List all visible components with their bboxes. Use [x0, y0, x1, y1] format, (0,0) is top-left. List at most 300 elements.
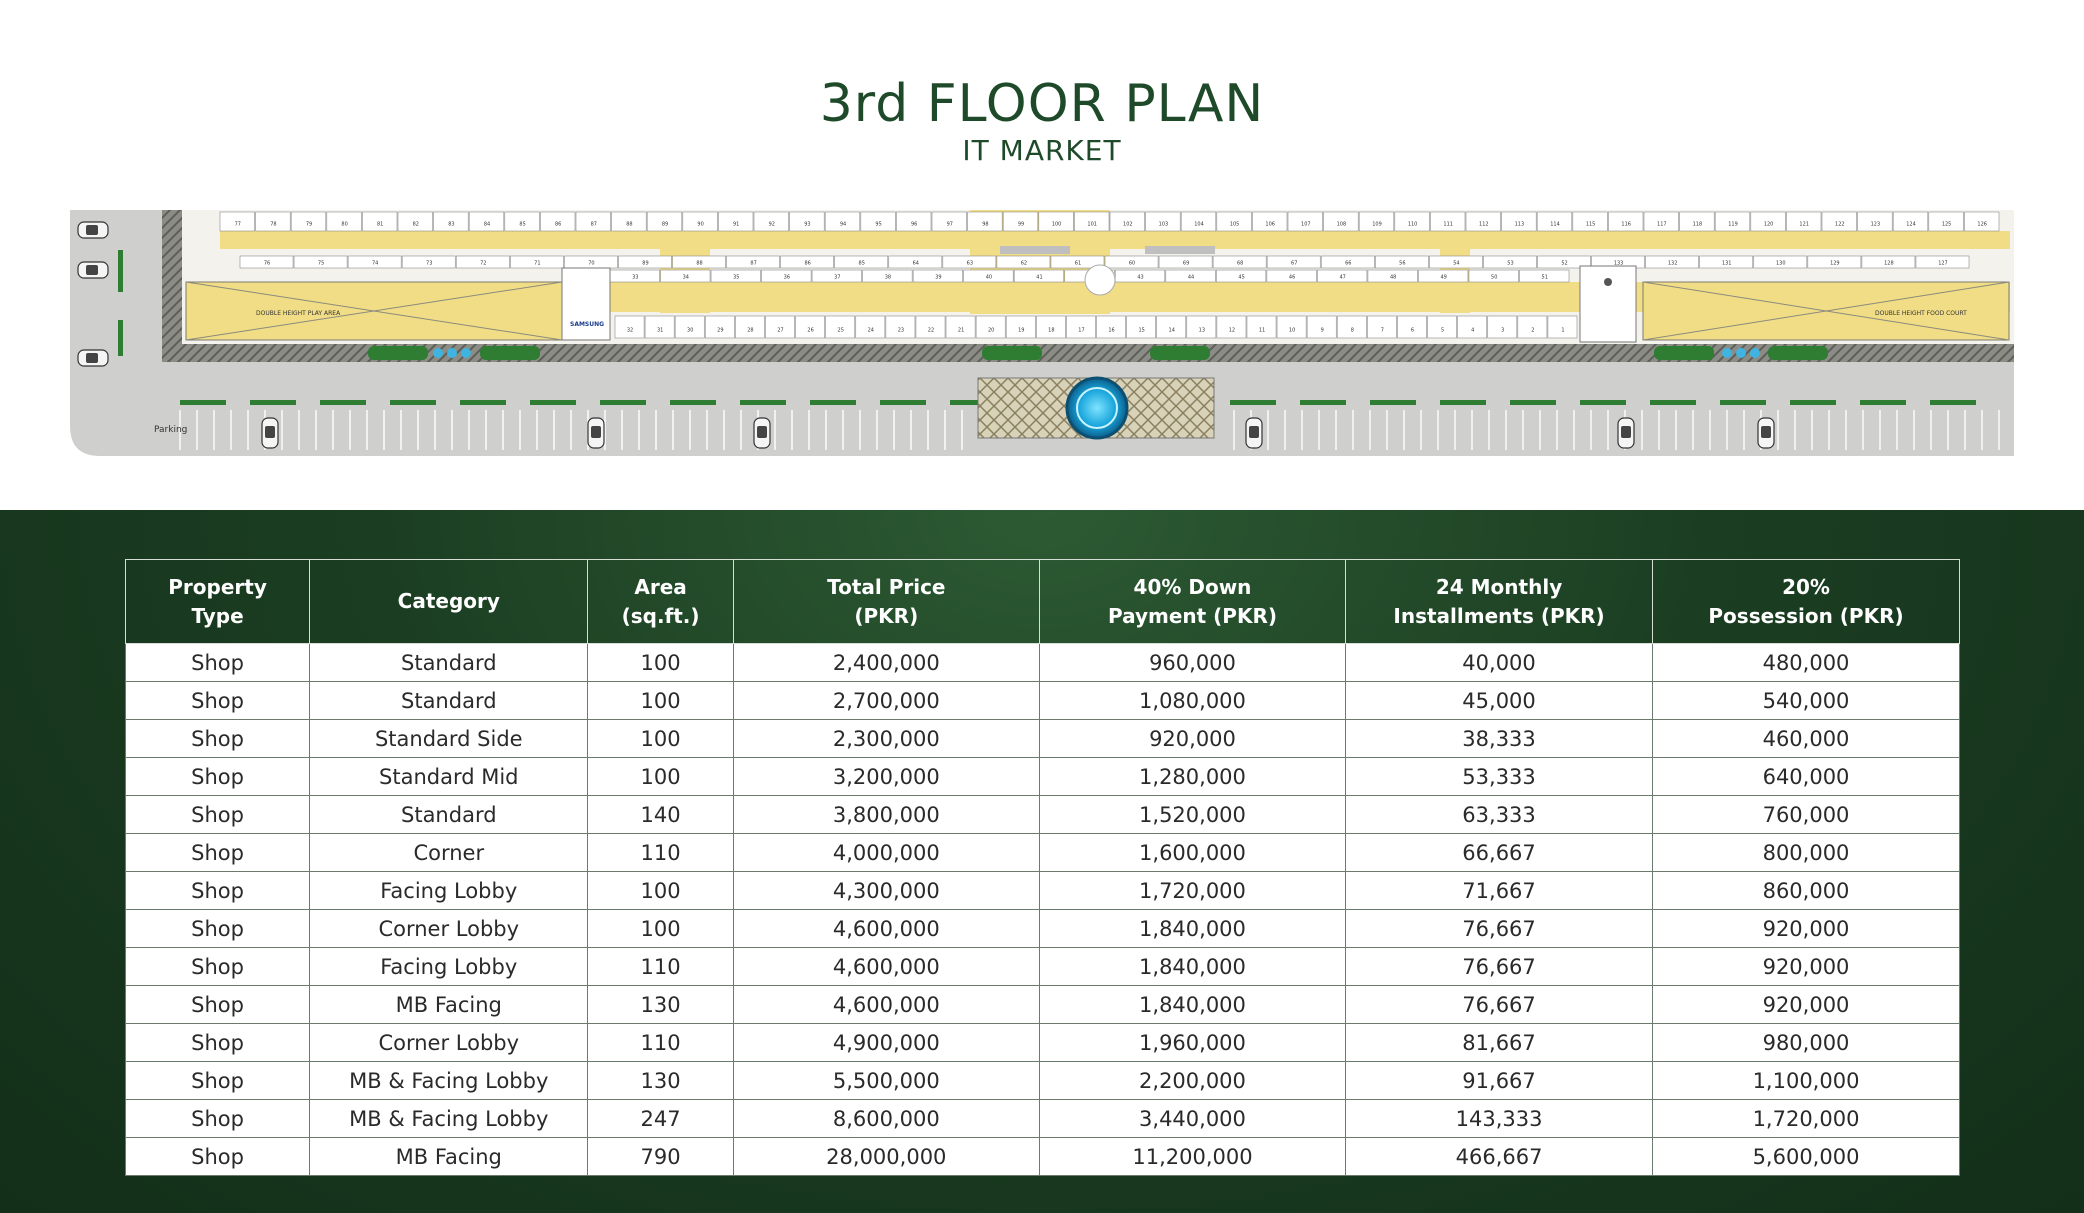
median-hedge	[1860, 400, 1906, 405]
svg-text:108: 108	[1336, 221, 1347, 228]
cell-monthly-installment: 466,667	[1346, 1138, 1653, 1176]
median-hedge	[1790, 400, 1836, 405]
svg-text:34: 34	[682, 274, 689, 281]
svg-text:102: 102	[1123, 221, 1133, 228]
svg-text:75: 75	[317, 260, 325, 267]
cell-monthly-installment: 71,667	[1346, 872, 1653, 910]
shop-unit	[1822, 212, 1857, 231]
shop-unit	[1893, 212, 1928, 231]
cell-category: Facing Lobby	[310, 872, 588, 910]
shop-unit	[1519, 270, 1569, 282]
shop-unit	[1110, 212, 1145, 231]
table-row	[126, 796, 1960, 834]
cell-total-price: 2,700,000	[733, 682, 1039, 720]
shop-unit	[240, 256, 293, 268]
svg-text:33: 33	[632, 274, 639, 281]
svg-text:89: 89	[642, 260, 649, 267]
cell-area: 140	[588, 796, 733, 834]
shop-unit	[1430, 212, 1465, 231]
shop-unit	[1502, 212, 1537, 231]
svg-text:26: 26	[807, 327, 814, 334]
svg-text:92: 92	[768, 221, 775, 228]
shop-unit	[1418, 270, 1468, 282]
shop-unit	[1751, 212, 1786, 231]
shop-unit	[968, 212, 1003, 231]
table-row	[126, 1062, 1960, 1100]
cell-monthly-installment: 76,667	[1346, 986, 1653, 1024]
cell-category: MB Facing	[310, 986, 588, 1024]
svg-text:11: 11	[1258, 327, 1266, 334]
svg-text:87: 87	[590, 221, 597, 228]
median-hedge	[810, 400, 856, 405]
column-header-category: Category	[310, 560, 588, 644]
svg-text:115: 115	[1585, 221, 1596, 228]
shop-unit	[645, 316, 674, 338]
cell-total-price: 4,900,000	[733, 1024, 1039, 1062]
svg-text:90: 90	[697, 221, 704, 228]
svg-text:64: 64	[912, 260, 919, 267]
car-window	[591, 426, 601, 438]
cell-property-type: Shop	[126, 910, 310, 948]
shop-unit	[618, 256, 671, 268]
svg-text:54: 54	[1453, 260, 1460, 267]
svg-text:7: 7	[1380, 327, 1384, 334]
table-row	[126, 1024, 1960, 1062]
shop-unit	[402, 256, 455, 268]
median-hedge	[1440, 400, 1486, 405]
svg-text:38: 38	[884, 274, 892, 281]
cell-property-type: Shop	[126, 834, 310, 872]
shop-unit	[1537, 212, 1572, 231]
svg-text:133: 133	[1613, 260, 1624, 267]
svg-text:36: 36	[783, 274, 791, 281]
central-lobby-circle	[1085, 265, 1115, 295]
cell-property-type: Shop	[126, 1138, 310, 1176]
shop-unit	[220, 212, 255, 231]
svg-text:19: 19	[1018, 327, 1025, 334]
svg-text:29: 29	[717, 327, 724, 334]
cell-total-price: 2,400,000	[733, 644, 1039, 682]
svg-text:45: 45	[1238, 274, 1245, 281]
svg-text:88: 88	[696, 260, 703, 267]
svg-text:85: 85	[519, 221, 526, 228]
shop-unit	[291, 212, 326, 231]
column-header-monthly-installments: 24 Monthly Installments (PKR)	[1346, 560, 1653, 644]
cell-total-price: 8,600,000	[733, 1100, 1039, 1138]
svg-text:121: 121	[1799, 221, 1809, 228]
cell-possession: 920,000	[1653, 948, 1960, 986]
cell-area: 110	[588, 1024, 733, 1062]
cell-property-type: Shop	[126, 720, 310, 758]
cell-property-type: Shop	[126, 948, 310, 986]
shop-unit	[1368, 270, 1418, 282]
shop-unit	[1754, 256, 1807, 268]
svg-text:101: 101	[1087, 221, 1097, 228]
shop-unit	[456, 256, 509, 268]
shop-unit	[1066, 316, 1095, 338]
shop-unit	[1483, 256, 1536, 268]
svg-text:15: 15	[1138, 327, 1145, 334]
svg-text:78: 78	[270, 221, 277, 228]
car-window	[1249, 426, 1259, 438]
shop-unit	[727, 256, 780, 268]
svg-text:129: 129	[1830, 260, 1840, 267]
shop-unit	[1337, 316, 1366, 338]
shop-unit	[1187, 316, 1216, 338]
svg-text:44: 44	[1187, 274, 1195, 281]
cell-possession: 980,000	[1653, 1024, 1960, 1062]
shop-unit	[398, 212, 433, 231]
svg-text:28: 28	[747, 327, 754, 334]
cell-monthly-installment: 66,667	[1346, 834, 1653, 872]
shop-unit	[1039, 212, 1074, 231]
shop-unit	[964, 270, 1014, 282]
svg-text:74: 74	[371, 260, 379, 267]
cell-area: 100	[588, 910, 733, 948]
shop-unit	[1216, 270, 1266, 282]
svg-text:130: 130	[1776, 260, 1786, 267]
cell-total-price: 4,300,000	[733, 872, 1039, 910]
cell-area: 100	[588, 758, 733, 796]
shop-unit	[943, 256, 996, 268]
car-window	[1761, 426, 1771, 438]
samsung-block	[562, 268, 610, 340]
cell-possession: 860,000	[1653, 872, 1960, 910]
cell-area: 110	[588, 834, 733, 872]
svg-text:118: 118	[1692, 221, 1703, 228]
shop-unit	[796, 316, 825, 338]
svg-text:67: 67	[1291, 260, 1298, 267]
svg-text:131: 131	[1721, 260, 1732, 267]
pricing-table	[125, 559, 1960, 1176]
shop-unit	[1277, 316, 1306, 338]
svg-text:35: 35	[733, 274, 740, 281]
median-hedge	[1580, 400, 1626, 405]
svg-text:117: 117	[1657, 221, 1667, 228]
play-area-label: DOUBLE HEIGHT PLAY AREA	[256, 310, 341, 317]
shop-unit	[683, 212, 718, 231]
shop-unit	[1217, 212, 1252, 231]
svg-text:127: 127	[1938, 260, 1948, 267]
table-row	[126, 910, 1960, 948]
svg-text:79: 79	[305, 221, 313, 228]
shop-unit	[1548, 316, 1577, 338]
cell-monthly-installment: 76,667	[1346, 948, 1653, 986]
median-hedge	[320, 400, 366, 405]
table-row	[126, 1100, 1960, 1138]
cell-total-price: 3,800,000	[733, 796, 1039, 834]
svg-text:109: 109	[1372, 221, 1382, 228]
cell-monthly-installment: 143,333	[1346, 1100, 1653, 1138]
svg-text:94: 94	[839, 221, 847, 228]
cell-monthly-installment: 91,667	[1346, 1062, 1653, 1100]
svg-text:97: 97	[946, 221, 953, 228]
svg-text:104: 104	[1194, 221, 1204, 228]
shop-unit	[673, 256, 726, 268]
svg-text:111: 111	[1443, 221, 1453, 228]
svg-text:40: 40	[985, 274, 993, 281]
shop-unit	[675, 316, 704, 338]
svg-text:20: 20	[987, 327, 995, 334]
shop-unit	[1428, 316, 1457, 338]
shop-unit	[469, 212, 504, 231]
shop-unit	[1786, 212, 1821, 231]
shop-unit	[1395, 212, 1430, 231]
shop-unit	[861, 212, 896, 231]
shop-unit	[916, 316, 945, 338]
cell-down-payment: 1,720,000	[1039, 872, 1345, 910]
svg-text:122: 122	[1835, 221, 1845, 228]
shop-unit	[835, 256, 888, 268]
shop-unit	[294, 256, 347, 268]
shop-unit	[790, 212, 825, 231]
cell-area: 110	[588, 948, 733, 986]
svg-text:123: 123	[1870, 221, 1881, 228]
svg-text:52: 52	[1561, 260, 1568, 267]
cell-possession: 540,000	[1653, 682, 1960, 720]
cell-category: MB Facing	[310, 1138, 588, 1176]
shop-unit	[1324, 212, 1359, 231]
cell-monthly-installment: 38,333	[1346, 720, 1653, 758]
page-subtitle: IT MARKET	[962, 134, 1122, 167]
cell-category: MB & Facing Lobby	[310, 1062, 588, 1100]
shop-unit	[1573, 212, 1608, 231]
svg-text:30: 30	[687, 327, 694, 334]
svg-text:82: 82	[412, 221, 419, 228]
cell-down-payment: 1,280,000	[1039, 758, 1345, 796]
cell-monthly-installment: 53,333	[1346, 758, 1653, 796]
table-row	[126, 682, 1960, 720]
median-hedge	[880, 400, 926, 405]
cell-category: Standard	[310, 644, 588, 682]
svg-text:39: 39	[935, 274, 942, 281]
median-hedge	[670, 400, 716, 405]
shop-unit	[754, 212, 789, 231]
shop-unit	[510, 256, 563, 268]
shop-unit	[1916, 256, 1969, 268]
table-row	[126, 720, 1960, 758]
shop-unit	[610, 270, 660, 282]
cell-area: 247	[588, 1100, 733, 1138]
shop-unit	[564, 256, 617, 268]
svg-text:70: 70	[588, 260, 595, 267]
svg-text:114: 114	[1550, 221, 1560, 228]
shop-unit	[1929, 212, 1964, 231]
cell-monthly-installment: 76,667	[1346, 910, 1653, 948]
median-hedge	[460, 400, 506, 405]
cell-area: 100	[588, 682, 733, 720]
shop-unit	[718, 212, 753, 231]
cell-property-type: Shop	[126, 1100, 310, 1138]
cell-property-type: Shop	[126, 986, 310, 1024]
shop-unit	[1488, 316, 1517, 338]
table-row	[126, 872, 1960, 910]
shop-unit	[1252, 212, 1287, 231]
svg-text:4: 4	[1471, 327, 1475, 334]
svg-text:81: 81	[377, 221, 384, 228]
shop-unit	[863, 270, 913, 282]
svg-text:1: 1	[1561, 327, 1565, 334]
svg-text:22: 22	[927, 327, 935, 334]
shop-unit	[348, 256, 401, 268]
svg-text:132: 132	[1667, 260, 1678, 267]
cell-category: Corner Lobby	[310, 1024, 588, 1062]
svg-text:72: 72	[480, 260, 487, 267]
cell-possession: 920,000	[1653, 986, 1960, 1024]
shop-unit	[1466, 212, 1501, 231]
svg-text:37: 37	[834, 274, 841, 281]
svg-text:106: 106	[1265, 221, 1275, 228]
shop-unit	[647, 212, 682, 231]
shop-unit	[1267, 270, 1317, 282]
shop-unit	[1862, 256, 1915, 268]
svg-text:98: 98	[982, 221, 989, 228]
cell-category: Standard	[310, 796, 588, 834]
cell-possession: 920,000	[1653, 910, 1960, 948]
svg-text:110: 110	[1407, 221, 1418, 228]
svg-text:69: 69	[1182, 260, 1190, 267]
svg-text:56: 56	[1399, 260, 1406, 267]
shop-unit	[540, 212, 575, 231]
median-hedge	[390, 400, 436, 405]
shop-unit	[1644, 212, 1679, 231]
svg-text:50: 50	[1491, 274, 1498, 281]
svg-text:62: 62	[1020, 260, 1028, 267]
median-hedge	[1300, 400, 1346, 405]
svg-text:8: 8	[1350, 327, 1354, 334]
cell-down-payment: 1,080,000	[1039, 682, 1345, 720]
cell-monthly-installment: 40,000	[1346, 644, 1653, 682]
parking-label: Parking	[154, 425, 188, 435]
svg-text:80: 80	[341, 221, 348, 228]
cell-area: 100	[588, 872, 733, 910]
shop-unit	[1166, 270, 1216, 282]
svg-text:105: 105	[1229, 221, 1240, 228]
svg-text:128: 128	[1884, 260, 1894, 267]
shop-unit	[997, 256, 1050, 268]
table-row	[126, 834, 1960, 872]
car-window	[86, 265, 98, 275]
shop-unit	[1006, 316, 1035, 338]
cell-possession: 1,720,000	[1653, 1100, 1960, 1138]
cell-down-payment: 11,200,000	[1039, 1138, 1345, 1176]
hedge	[368, 346, 428, 360]
shop-unit	[705, 316, 734, 338]
cell-down-payment: 920,000	[1039, 720, 1345, 758]
shop-unit	[1105, 256, 1158, 268]
floor-plan	[70, 210, 2014, 456]
svg-text:124: 124	[1906, 221, 1916, 228]
shop-unit	[1036, 316, 1065, 338]
shop-unit	[1074, 212, 1109, 231]
shop-unit	[1213, 256, 1266, 268]
cell-category: Corner Lobby	[310, 910, 588, 948]
table-body	[126, 644, 1960, 1176]
shop-unit	[362, 212, 397, 231]
cell-down-payment: 1,600,000	[1039, 834, 1345, 872]
median-hedge	[530, 400, 576, 405]
shop-unit	[1115, 270, 1165, 282]
svg-text:47: 47	[1339, 274, 1346, 281]
shop-unit	[735, 316, 764, 338]
shop-unit	[661, 270, 711, 282]
svg-text:99: 99	[1017, 221, 1025, 228]
shop-unit	[434, 212, 469, 231]
cell-property-type: Shop	[126, 1024, 310, 1062]
shop-unit	[932, 212, 967, 231]
cell-category: Standard	[310, 682, 588, 720]
cell-down-payment: 960,000	[1039, 644, 1345, 682]
svg-text:76: 76	[263, 260, 271, 267]
cell-monthly-installment: 63,333	[1346, 796, 1653, 834]
svg-text:83: 83	[448, 221, 455, 228]
cell-possession: 480,000	[1653, 644, 1960, 682]
column-header-possession: 20% Possession (PKR)	[1653, 560, 1960, 644]
cell-category: Corner	[310, 834, 588, 872]
shop-unit	[1217, 316, 1246, 338]
shop-unit	[576, 212, 611, 231]
median-hedge	[740, 400, 786, 405]
cell-total-price: 3,200,000	[733, 758, 1039, 796]
cell-down-payment: 1,840,000	[1039, 986, 1345, 1024]
shop-unit	[1288, 212, 1323, 231]
svg-text:71: 71	[534, 260, 541, 267]
shop-unit	[1003, 212, 1038, 231]
shop-unit	[1858, 212, 1893, 231]
svg-text:68: 68	[1236, 260, 1244, 267]
cell-category: Standard Side	[310, 720, 588, 758]
svg-text:125: 125	[1941, 221, 1952, 228]
svg-text:5: 5	[1440, 327, 1445, 334]
cell-down-payment: 1,840,000	[1039, 910, 1345, 948]
column-header-down-payment: 40% Down Payment (PKR)	[1039, 560, 1345, 644]
shop-unit	[256, 212, 291, 231]
shop-unit	[1127, 316, 1156, 338]
shop-unit	[1397, 316, 1426, 338]
cell-possession: 760,000	[1653, 796, 1960, 834]
cell-possession: 1,100,000	[1653, 1062, 1960, 1100]
shop-unit	[1014, 270, 1064, 282]
median-hedge	[1230, 400, 1276, 405]
svg-text:91: 91	[733, 221, 740, 228]
svg-text:53: 53	[1507, 260, 1514, 267]
svg-text:10: 10	[1288, 327, 1296, 334]
shop-unit	[913, 270, 963, 282]
shop-unit	[946, 316, 975, 338]
shop-unit	[1359, 212, 1394, 231]
cell-down-payment: 1,840,000	[1039, 948, 1345, 986]
cell-total-price: 4,600,000	[733, 948, 1039, 986]
median-hedge	[1510, 400, 1556, 405]
shop-unit	[1646, 256, 1699, 268]
svg-text:46: 46	[1288, 274, 1296, 281]
shop-unit	[896, 212, 931, 231]
samsung-label: SAMSUNG	[570, 321, 605, 328]
shop-unit	[1608, 212, 1643, 231]
cell-total-price: 4,600,000	[733, 910, 1039, 948]
svg-text:31: 31	[656, 327, 664, 334]
shop-unit	[612, 212, 647, 231]
cell-total-price: 5,500,000	[733, 1062, 1039, 1100]
shop-unit	[765, 316, 794, 338]
cell-property-type: Shop	[126, 758, 310, 796]
cell-property-type: Shop	[126, 682, 310, 720]
cell-total-price: 4,000,000	[733, 834, 1039, 872]
shop-unit	[826, 316, 855, 338]
svg-text:63: 63	[966, 260, 974, 267]
shop-unit	[812, 270, 862, 282]
svg-text:93: 93	[804, 221, 811, 228]
